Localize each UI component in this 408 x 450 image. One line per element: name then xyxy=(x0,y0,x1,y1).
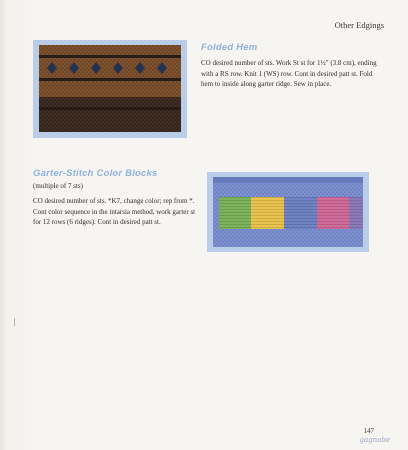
folded-hem-swatch-image xyxy=(39,45,181,132)
watermark-signature: gagnabe xyxy=(359,436,390,444)
page-speck xyxy=(14,318,15,326)
folded-hem-title: Folded Hem xyxy=(201,42,258,53)
garter-blocks-multiple: (multiple of 7 sts) xyxy=(33,182,83,190)
folded-hem-photo xyxy=(33,40,187,138)
garter-blocks-photo xyxy=(207,172,369,252)
garter-blocks-title: Garter-Stitch Color Blocks xyxy=(33,168,158,179)
garter-blocks-swatch-image xyxy=(213,177,363,247)
page-number: 147 xyxy=(363,427,374,435)
garter-blocks-instructions: CO desired number of sts. *K7, change color; rep from *. Cont color sequence in the intarsia method, work garter st for 12 rows (6 ridges). Cont in desired patt st. xyxy=(33,197,196,226)
folded-hem-instructions: CO desired number of sts. Work St st for 1½" (3.8 cm), ending with a RS row. Knit 1 (WS) row. Cont in desired patt st. Fold hem to inside along garter ridge. Sew in place. xyxy=(201,59,377,88)
running-head: Other Edgings xyxy=(334,20,384,30)
